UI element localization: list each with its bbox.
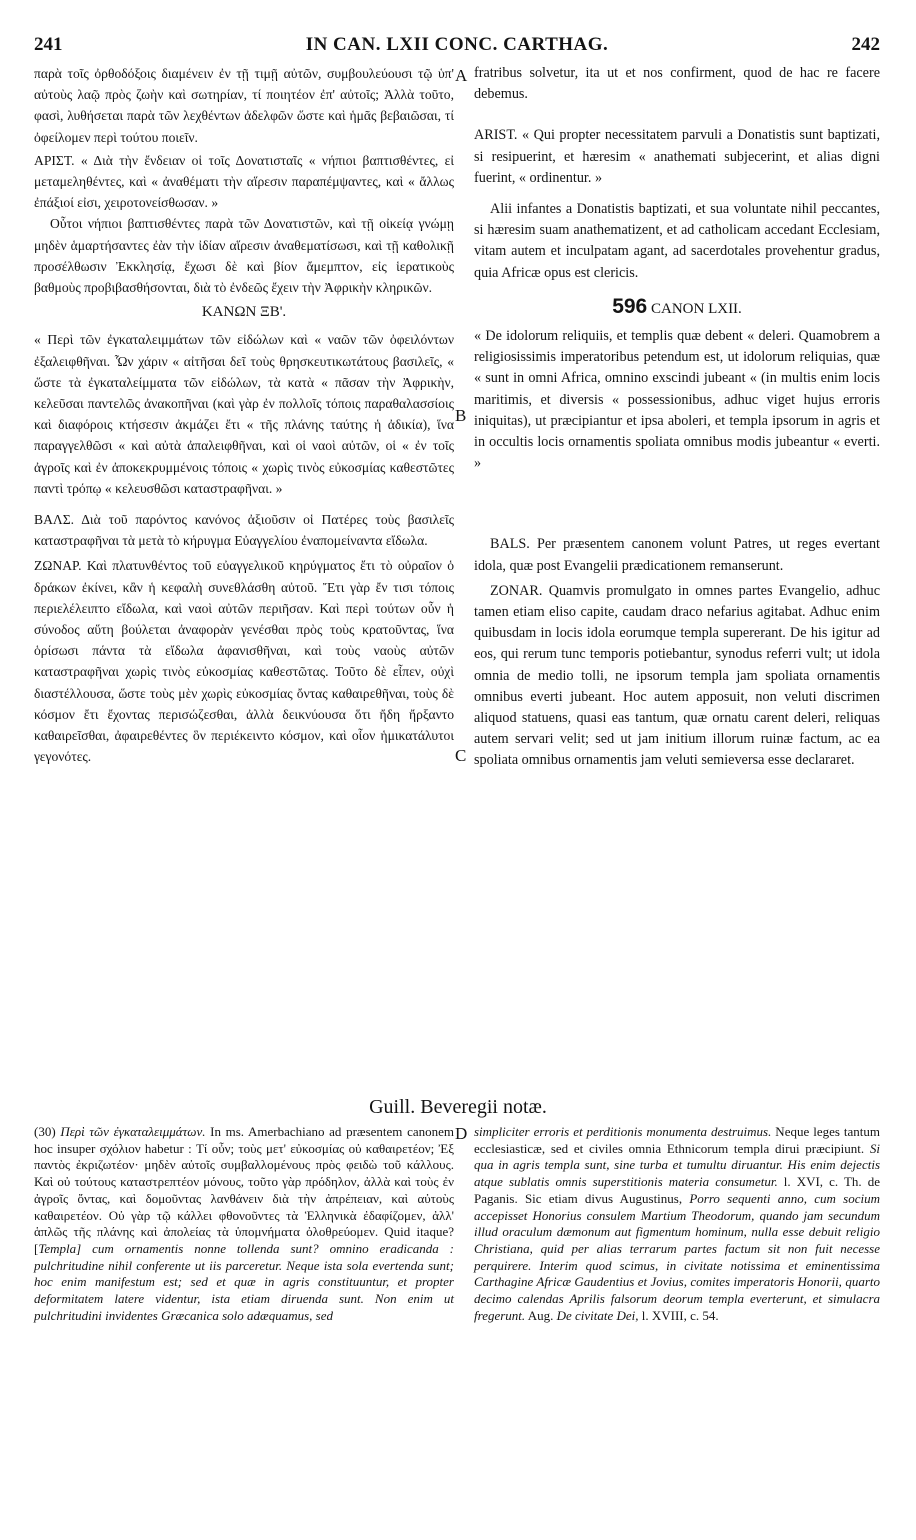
margin-letter-d: D (455, 1124, 468, 1143)
spacer (474, 474, 880, 534)
greek-canon-text: « Περὶ τῶν ἐγκαταλειμμάτων τῶν εἰδώλων καὶ « ναῶν τῶν ὀφειλόντων ἐξαλειφθῆναι. Ὧν χάριν « αἰτῆσαι δεῖ τοὺς θρησκευτικωτάτους βασιλεῖς, « ὥστε τὰ ἐγκαταλείμματα τῶν εἰδώλων, τὰ κατὰ « πᾶσαν τὴν Ἀφρικὴν, κελεῦσαι παντελῶς ἀνακοπῆναι (καὶ γὰρ ἐν πολλοῖς τόποις παραθαλασσίοις καὶ διαφόροις κτήσεσιν ἀκμάζει ἔτι « τῆς πλάνης ταύτης ἡ ἀδικία), ἵνα παραγγελθῶσι « καὶ αὐτὰ ἀπαλειφθῆναι, καὶ οἱ ναοὶ αὐτῶν, οἱ « ἐν τοῖς ἀγροῖς καὶ ἐν ἀποκεκρυμμένοις τόποις « χωρὶς τινὸς εὐκοσμίας καθεστῶτες παντὶ τρόπῳ « κελευσθῶσι καταστραφῆναι. » (34, 332, 454, 496)
note-text-1: Neque leges tantum ecclesiasticæ, sed et civiles omnia Ethnicorum templa dirui præcipiunt. (474, 1124, 880, 1156)
notes-left-column (34, 1124, 454, 1324)
latin-canon-text: « De idolorum reliquiis, et templis quæ debent « deleri. Quamobrem a religiosissimis imperatoribus petendum est, ut idolorum reliquias, quæ « sunt in omni Africa, omnino exscindi jubeant « (in multis enim locis maritimis, et diversis « possessionibus, adhuc viget hujus erroris iniquitas), ut præcipiantur et ipsa aboleri, et templa ipsorum in agris et in occultis locis ornamentis spoliata omnibus modis jubeantur « everti. » (474, 328, 880, 472)
notes-right-column (474, 1124, 880, 1324)
page-number-right: 242 (851, 34, 880, 55)
latin-zonaras: ZONAR. Quamvis promulgato in omnes partes Evangelio, adhuc tamen etiam eliso capite, caudam draco nefarius agitabat. Adhuc enim quibusdam in locis idola eorumque templa supererant. De his igitur ad eos, qui rerum tunc temporis potiebantur, synodus referri vult; ut idola omnia de medio tolli, ne ipsorum templa jam spoliata ornamentis omnibus everti jubeant. Hoc autem apposuit, non veluti discrimen aliquod statuens, quasi eas tantum, quæ ornatu carent deleri, reliquas autem servari velit; sed ut jam initium illorum ruinæ factum, ac ea spoliata omnibus ornamentis jam veluti semieversa esse declararet. (474, 582, 880, 769)
latin-balsamon: BALS. Per præsentem canonem volunt Patres, ut reges evertant idola, quæ post Evangelii prædicationem remanserunt. (474, 536, 880, 574)
note-number: (30) (34, 1124, 61, 1139)
note-translation: Templa] cum ornamentis nonne tollenda sunt? omnino eradicanda : pulchritudine nihil conferente ut iis parceretur. Neque ista sola evertenda sunt; hoc enim manifestum est; sed et quæ in agris constituuntur, et propter deformitatem latere videntur, ista etiam diruenda sunt. Non enim ut pulchritudini invidentes Græcanica solo adæquamus, sed (34, 1240, 454, 1323)
latin-paragraph-1: fratribus solvetur, ita ut et nos confirment, quod de hac re facere debemus. (474, 65, 880, 103)
latin-aristenus: ARIST. « Qui propter necessitatem parvuli a Donatistis sunt baptizati, si resipuerint, et hæresim « anathemati subjecerint, et alias digni fuerint, « ordinentur. » (474, 127, 880, 186)
note-lemma: Περὶ τῶν ἐγκαταλειμμάτων. (60, 1124, 206, 1139)
page-header (34, 34, 880, 60)
note-30-continued (474, 1124, 880, 1324)
note-text-italic-1: simpliciter erroris et perditionis monumenta destruimus. (474, 1124, 772, 1139)
greek-zonaras: ΖΩΝΑΡ. Καὶ πλατυνθέντος τοῦ εὐαγγελικοῦ κηρύγματος ἔτι τὸ οὐραῖον ὁ δράκων ἐκίνει, κἂν ἡ κεφαλὴ συνεθλάσθη αὐτοῦ. Ἔτι γὰρ ἔν τισι τόποις περιελέλειπτο εἴδωλα, καὶ ναοὶ αὐτῶν περιῆσαν. Καὶ περὶ τούτων οὖν ἡ σύνοδος αὕτη βούλεται ἀναφορὰν γενέσθαι πρὸς τοὺς κρατοῦντας, ἵνα ὁρίσωσι πάντα τὰ εἴδωλα ἀφανισθῆναι, καὶ τοὺς ναοὺς αὐτῶν καταστραφῆναι χωρὶς τινὸς εὐκοσμίας καθεστῶτας. Τοῦτο δὲ εἶπεν, οὐχὶ διαστέλλουσα, ὥστε τοὺς μὲν χωρὶς εὐκοσμίας ὄντας καθαιρεθῆναι, τοὺς δὲ κόσμον ἔτι ἔχοντας περισώζεσθαι, ἀλλὰ δεικνύουσα ὅτι ἤδη ἤρξαντο καθαιρεῖσθαι, ἀφαιρεθέντες ὃν περιέκειντο κόσμον, καὶ οἷον ἡμικατάλυτοι γεγονότες. (34, 558, 454, 765)
greek-column (34, 63, 454, 768)
note-augustine-quote: Porro sequenti anno, cum socium accepisset Honorius consulem Martium Theodorum, quando jam secundum illud oraculum dæmonum aut figmentum hominum, nulla esse debuit religio Christiana, quid per alias terrarum partes factum sit non fuit necesse perquirere. Interim quod scimus, in civitate notissima et eminentissima Carthagine Africæ Gaudentius et Jovius, comites imperatoris Honorii, quarto decimo calendas Aprilis falsorum deorum templa everterunt, et simulacra fregerunt. (474, 1190, 880, 1323)
note-work-title: De civitate Dei, (556, 1307, 639, 1323)
margin-letter-c: C (455, 746, 467, 765)
greek-paragraph-2: Οὗτοι νήπιοι βαπτισθέντες παρὰ τῶν Δονατιστῶν, καὶ τῇ οἰκείᾳ γνώμῃ μηδὲν ἁμαρτήσαντες ἐὰν τὴν ἰδίαν αἵρεσιν ἀναθεματίσωσι, καὶ τῇ καθολικῇ προσέλθωσιν Ἐκκλησίᾳ, ἔχωσι δὲ καὶ βίον ἄμεμπτον, εἰς ἱερατικοὺς βαθμοὺς προβιβασθήσονται, διὰ τὸ ἐνδεῶς ἔχειν τὴν Ἀφρικὴν κληρικῶν. (34, 216, 454, 296)
greek-canon-heading: ΚΑΝΩΝ ΞΒ'. (201, 304, 287, 321)
running-head: IN CAN. LXII CONC. CARTHAG. (305, 34, 609, 55)
page-number-left: 241 (34, 34, 63, 55)
latin-canon-title: CANON LXII. (650, 300, 742, 317)
note-text-italic-2: Si qua in agris templa sunt, sine turba et tumultu diruantur. His enim dejectis atque sublatis omnis superstitionis materia consumetur. (474, 1140, 880, 1190)
greek-paragraph-1: παρὰ τοῖς ὀρθοδόξοις διαμένειν ἐν τῇ τιμῇ αὐτῶν, συμβουλεύουσι τῷ ὑπ' αὐτοὺς λαῷ πρὸς ζωὴν καὶ σωτηρίαν, τί ποιητέον ἐπ' αὐτοῖς; Ἀλλὰ τοῦτο, φασὶ, λυθήσεται παρὰ τῶν λεχθέντων ἀδελφῶν ὥστε καὶ ἡμᾶς βεβαιῶσαι, τί ὀφείλομεν περὶ τούτου ποιεῖν. (34, 66, 454, 145)
greek-balsamon: ΒΑΛΣ. Διὰ τοῦ παρόντος κανόνος ἀξιοῦσιν οἱ Πατέρες τοὺς βασιλεῖς καταστραφῆναι τὰ μετὰ τὸ κήρυγμα Εὐαγγελίου ἐναπομείναντα εἴδωλα. (34, 512, 454, 549)
greek-aristenus: ΑΡΙΣΤ. « Διὰ τὴν ἔνδειαν οἱ τοῖς Δονατισταῖς « νήπιοι βαπτισθέντες, εἰ μεταμεληθέντες, καὶ « ἀναθέματι τὴν αἵρεσιν παραπέμψαντες, καὶ « ἄλλως ἐπάξιοί εἰσι, χειροτονείσθωσαν. » (34, 152, 454, 211)
margin-letter-b: B (455, 406, 467, 425)
spacer (474, 105, 880, 125)
note-text-3: Aug. (525, 1307, 557, 1323)
margin-letter-a: A (455, 66, 468, 85)
latin-canon-heading (474, 296, 880, 320)
column-number: 596 (612, 294, 648, 318)
notes-title: Guill. Beveregii notæ. (369, 1096, 547, 1118)
note-30 (34, 1124, 454, 1324)
note-reference: l. XVIII, c. 54. (638, 1307, 719, 1323)
latin-column (474, 63, 880, 772)
note-text-2: l. XVI, c. Th. de Paganis. Sic etiam divus Augustinus, (474, 1174, 880, 1206)
spacer (34, 499, 454, 509)
latin-paragraph-2: Alii infantes a Donatistis baptizati, et sua voluntate nihil peccantes, si hæresim suam anathematizent, et ad catholicam accedant Ecclesiam, vitam autem et inculpatam agant, ad sacerdotales provehentur gradus, quia Africæ opus est clericis. (474, 201, 880, 281)
note-scholion: In ms. Amerbachiano ad præsentem canonem hoc insuper σχόλιον habetur : Τί οὖν; τοὺς μετ' εὐκοσμίας οὐ καθαιρετέον; Ἐξ παντὸς ἐκριζωτέον· μηδὲν αὐτοῖς συμβαλλομένους πρὸς φειδὼ τοῦ κάλλους. Καὶ οὐ τούτους καταστρεπτέον μόνους, τοῦτο γὰρ πρόδηλον, ἀλλὰ καὶ τοὺς ἐν ἀγροῖς ὄντας, καὶ δομοῦντας λανθάνειν διὰ τὴν ἀπρέπειαν, καὶ αὐτοὺς καθαιρετέον. Οὐ γὰρ τῷ κάλλει φθονοῦντες τὰ Ἑλληνικὰ ἐδαφίζομεν, ἀλλ' ἁπλῶς τῆς πλάνης καὶ ἀπολείας τὰ ὑπομνήματα ὀλοθρεύομεν. Quid itaque? [ (34, 1124, 454, 1256)
